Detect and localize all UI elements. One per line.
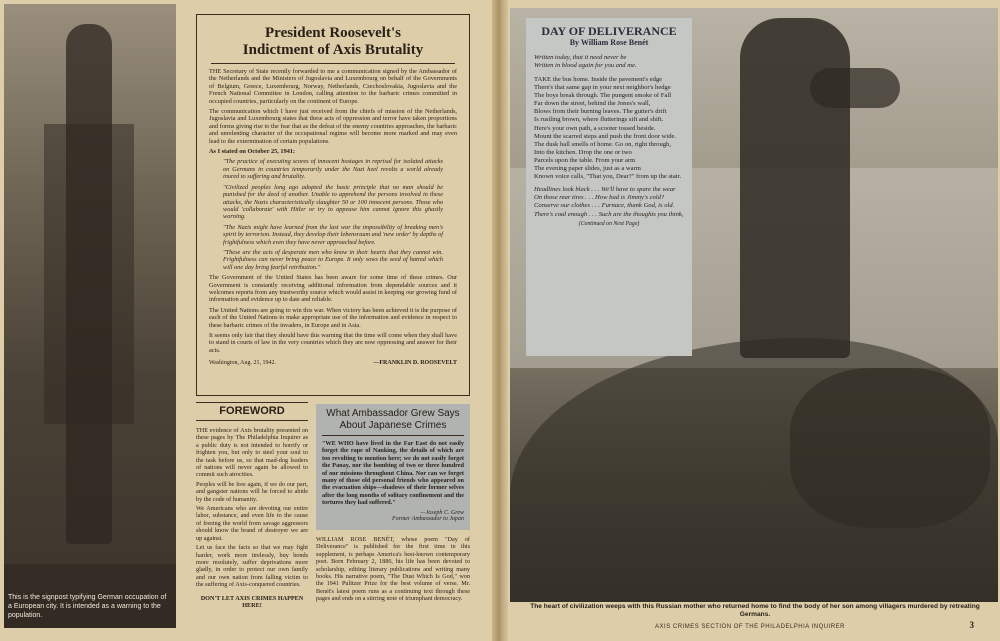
page-gutter	[492, 0, 508, 641]
poem-line: There's that same gap in your next neighbor's hedge	[534, 84, 671, 92]
indictment-paragraph: The United Nations are going to win this war. When victory has been achieved it is the purpose of each of the United Nations to make appropriate use of the information and evidence in respect to these barbaric crimes of the invaders, in Europe and in Asia.	[209, 306, 457, 329]
poem-line: Into the kitchen. Drop the one or two	[534, 148, 632, 156]
indictment-quote: "The practice of executing scores of innocent hostages in reprisal for isolated attacks on Germans in countries temporarily under the Nazi heel revolts a world already inured to suffering and brutality.	[223, 158, 443, 181]
right-photo-caption: The heart of civilization weeps with this Russian mother who returned home to find the body of her son among villagers murdered by retreating Germans.	[530, 603, 980, 618]
poem-line: Here's your own path, a scooter tossed beside.	[534, 124, 656, 132]
indictment-quote: "The Nazis might have learned from the last war the impossibility of breaking men's spirit by terrorism. Instead, they develop their lebensraum and 'new order' by depths of frightfulness which even they have never approached before.	[223, 223, 443, 246]
indictment-dateline: Washington, Aug. 21, 1942.	[209, 360, 277, 367]
foreword-paragraph: Peoples will be free again, if we do our part, and gangster nations will be forced to abide by the code of humanity.	[196, 480, 308, 503]
poem-line: Mount the scarred steps and push the front door wide.	[534, 132, 677, 140]
day-of-deliverance-poem-box	[526, 18, 692, 356]
poem-title: DAY OF DELIVERANCE	[541, 24, 677, 38]
poem-italic-line: On those rear tires . . . How bad is Jimmy's cold?	[534, 194, 665, 202]
indictment-signature: —FRANKLIN D. ROOSEVELT	[373, 360, 457, 367]
poem-line: Parcels upon the table. From your arm	[534, 156, 636, 164]
indictment-paragraph: The communication which I have just received from the chiefs of mission of the Netherlands, Jugoslavia and Luxembourg states that these acts of oppression and terror have taken proportions and forms giving rise to the fear that as the defeat of the enemy countries approaches, the barbaric and unrelenting character of the occupational regime will become more marked and may even lead to the extermination of certain populations.	[209, 108, 457, 145]
poem-continued-note: (Continued on Next Page)	[578, 220, 640, 227]
indictment-quote: "Civilized peoples long ago adopted the basic principle that no man should be punished for the deed of another. Unable to apprehend the persons involved in these attacks, the Nazis characteristically slaughter 50 or 100 innocent persons. Those who would 'collaborate' with Hitler or try to appease him cannot ignore this ghastly warning.	[223, 183, 443, 221]
foreword-paragraph: THE evidence of Axis brutality presented on these pages by The Philadelphia Inquirer as a public duty is not intended to horrify or frighten you, but only to steel your soul to the task before us, so that mad-dog leaders of nations will never again be allowed to commit such atrocities.	[196, 427, 308, 479]
poem-line: TAKE the bus home. Inside the pavement's edge	[534, 76, 663, 83]
indictment-paragraph: It seems only fair that they should have this warning that the time will come when they shall have to stand in courts of law in the very countries which they are now oppressing and answer for their acts.	[209, 332, 457, 354]
benet-biography: WILLIAM ROSE BENÉT, whose poem "Day of Deliverance" is published for the first time in this supplement, is perhaps America's best-known contemporary poet. Born February 2, 1886, his life has been devoted to scholarship, editing literary publications and writing many books. His narrative poem, "The Dust Which Is God," won the 1941 Pulitzer Prize for the best volume of verse. Mr. Benét's latest poem runs as a continuing text through these pages and ends on a stirring note of triumphant democracy.	[316, 536, 470, 603]
indictment-quote: "These are the acts of desperate men who know in their hearts that they cannot win. Frightfulness can never bring peace to Europe. It only sows the seed of hatred which will one day bring fearful retribution."	[223, 248, 443, 271]
foreword-closing: DON'T LET AXIS CRIMES HAPPEN HERE!	[200, 594, 304, 609]
foreword-paragraph: We Americans who are devoting our entire labor, substance, and even life to the cause of freeing the world from savage aggressors should know the brand of destroyer we are up against.	[196, 505, 308, 542]
poem-italic-lines	[534, 186, 684, 218]
indictment-paragraph: THE Secretary of State recently forwarded to me a communication signed by the Ambassador of the Netherlands and the Ministers of Jugoslavia and Luxembourg on behalf of the Governments of Belgium, Greece, Luxembourg, Norway, Netherlands, Czechoslovakia, Jugoslavia and the French National Committee in London, calling attention to the barbaric crimes committed in occupied countries, particularly on the continent of Europe.	[209, 68, 457, 105]
poem-lines	[534, 76, 684, 181]
grew-heading: What Ambassador Grew Says About Japanese Crimes	[322, 408, 464, 436]
poem-byline: By William Rose Benét	[569, 38, 649, 47]
left-photo	[4, 4, 176, 628]
indictment-paragraph: As I stated on October 25, 1941:	[209, 148, 296, 156]
poem-italic-line: Headlines look black . . . We'll have to spare the wear	[534, 186, 676, 194]
poem-line: Far down the street, behind the Jones's wall,	[534, 100, 651, 108]
section-footer: AXIS CRIMES SECTION OF THE PHILADELPHIA INQUIRER	[655, 624, 845, 630]
poem-epigraph: Written today, that it need never be Written in blood again for you and me.	[534, 54, 637, 69]
indictment-paragraph: The Government of the United States has been aware for some time of these crimes. Our Government is constantly receiving additional information from dependable sources and it welcomes reports from any trustworthy source which would assist in keeping our growing fund of information and evidence up to date and reliable.	[209, 274, 457, 304]
poem-line: The evening paper slides, just as a warm	[534, 165, 641, 173]
roosevelt-indictment-box	[196, 14, 470, 396]
foreword-paragraph: Let us face the facts so that we may fight harder, work more tirelessly, buy bonds more resolutely, suffer deprivations more gladly, in order to protect our own family and our own nation from falling victim to the suffering of Axis-conquered countries.	[196, 544, 308, 589]
grew-quote-text: "WE WHO have lived in the Far East do not easily forget the rape of Nanking, the details of which are too revolting to mention here; we do not easily forget the Panay, nor the bombing of two or three hundred of our missions throughout China. Nor can we forget many of those old personal friends who appeared on the evacuation ships—shadows of their former selves after the long months of solitary confinement and the tortures they had suffered."	[322, 440, 464, 507]
grew-attribution: —Joseph C. Grew	[420, 509, 464, 516]
left-photo-caption: This is the signpost typifying German occupation of a European city. It is intended as a warning to the population.	[8, 594, 167, 619]
grew-quote-box	[316, 404, 470, 530]
poem-line: Blows from their burning leaves. The gutter's drift	[534, 108, 667, 116]
grew-attribution-title: Former Ambassador to Japan	[391, 515, 464, 522]
poem-italic-line: There's coal enough . . . Such are the thoughts you think,	[534, 210, 684, 218]
poem-line: The boys break through. The pungent smoke of Fall	[534, 92, 672, 100]
page-number: 3	[969, 620, 974, 630]
poem-line: Known voice calls, "That you, Dear?" from up the stair.	[534, 173, 682, 181]
foreword-column	[196, 402, 308, 609]
foreword-heading: FOREWORD	[196, 402, 308, 421]
poem-line: The dusk hall smells of home. Go on, right through,	[534, 140, 671, 148]
indictment-title: President Roosevelt's Indictment of Axis Brutality	[242, 25, 424, 58]
poem-italic-line: Conserve our clothes . . . Furnace, thank God, is old.	[534, 202, 675, 210]
poem-line: Is rustling brown, where flutterings sift and shift.	[534, 116, 664, 124]
